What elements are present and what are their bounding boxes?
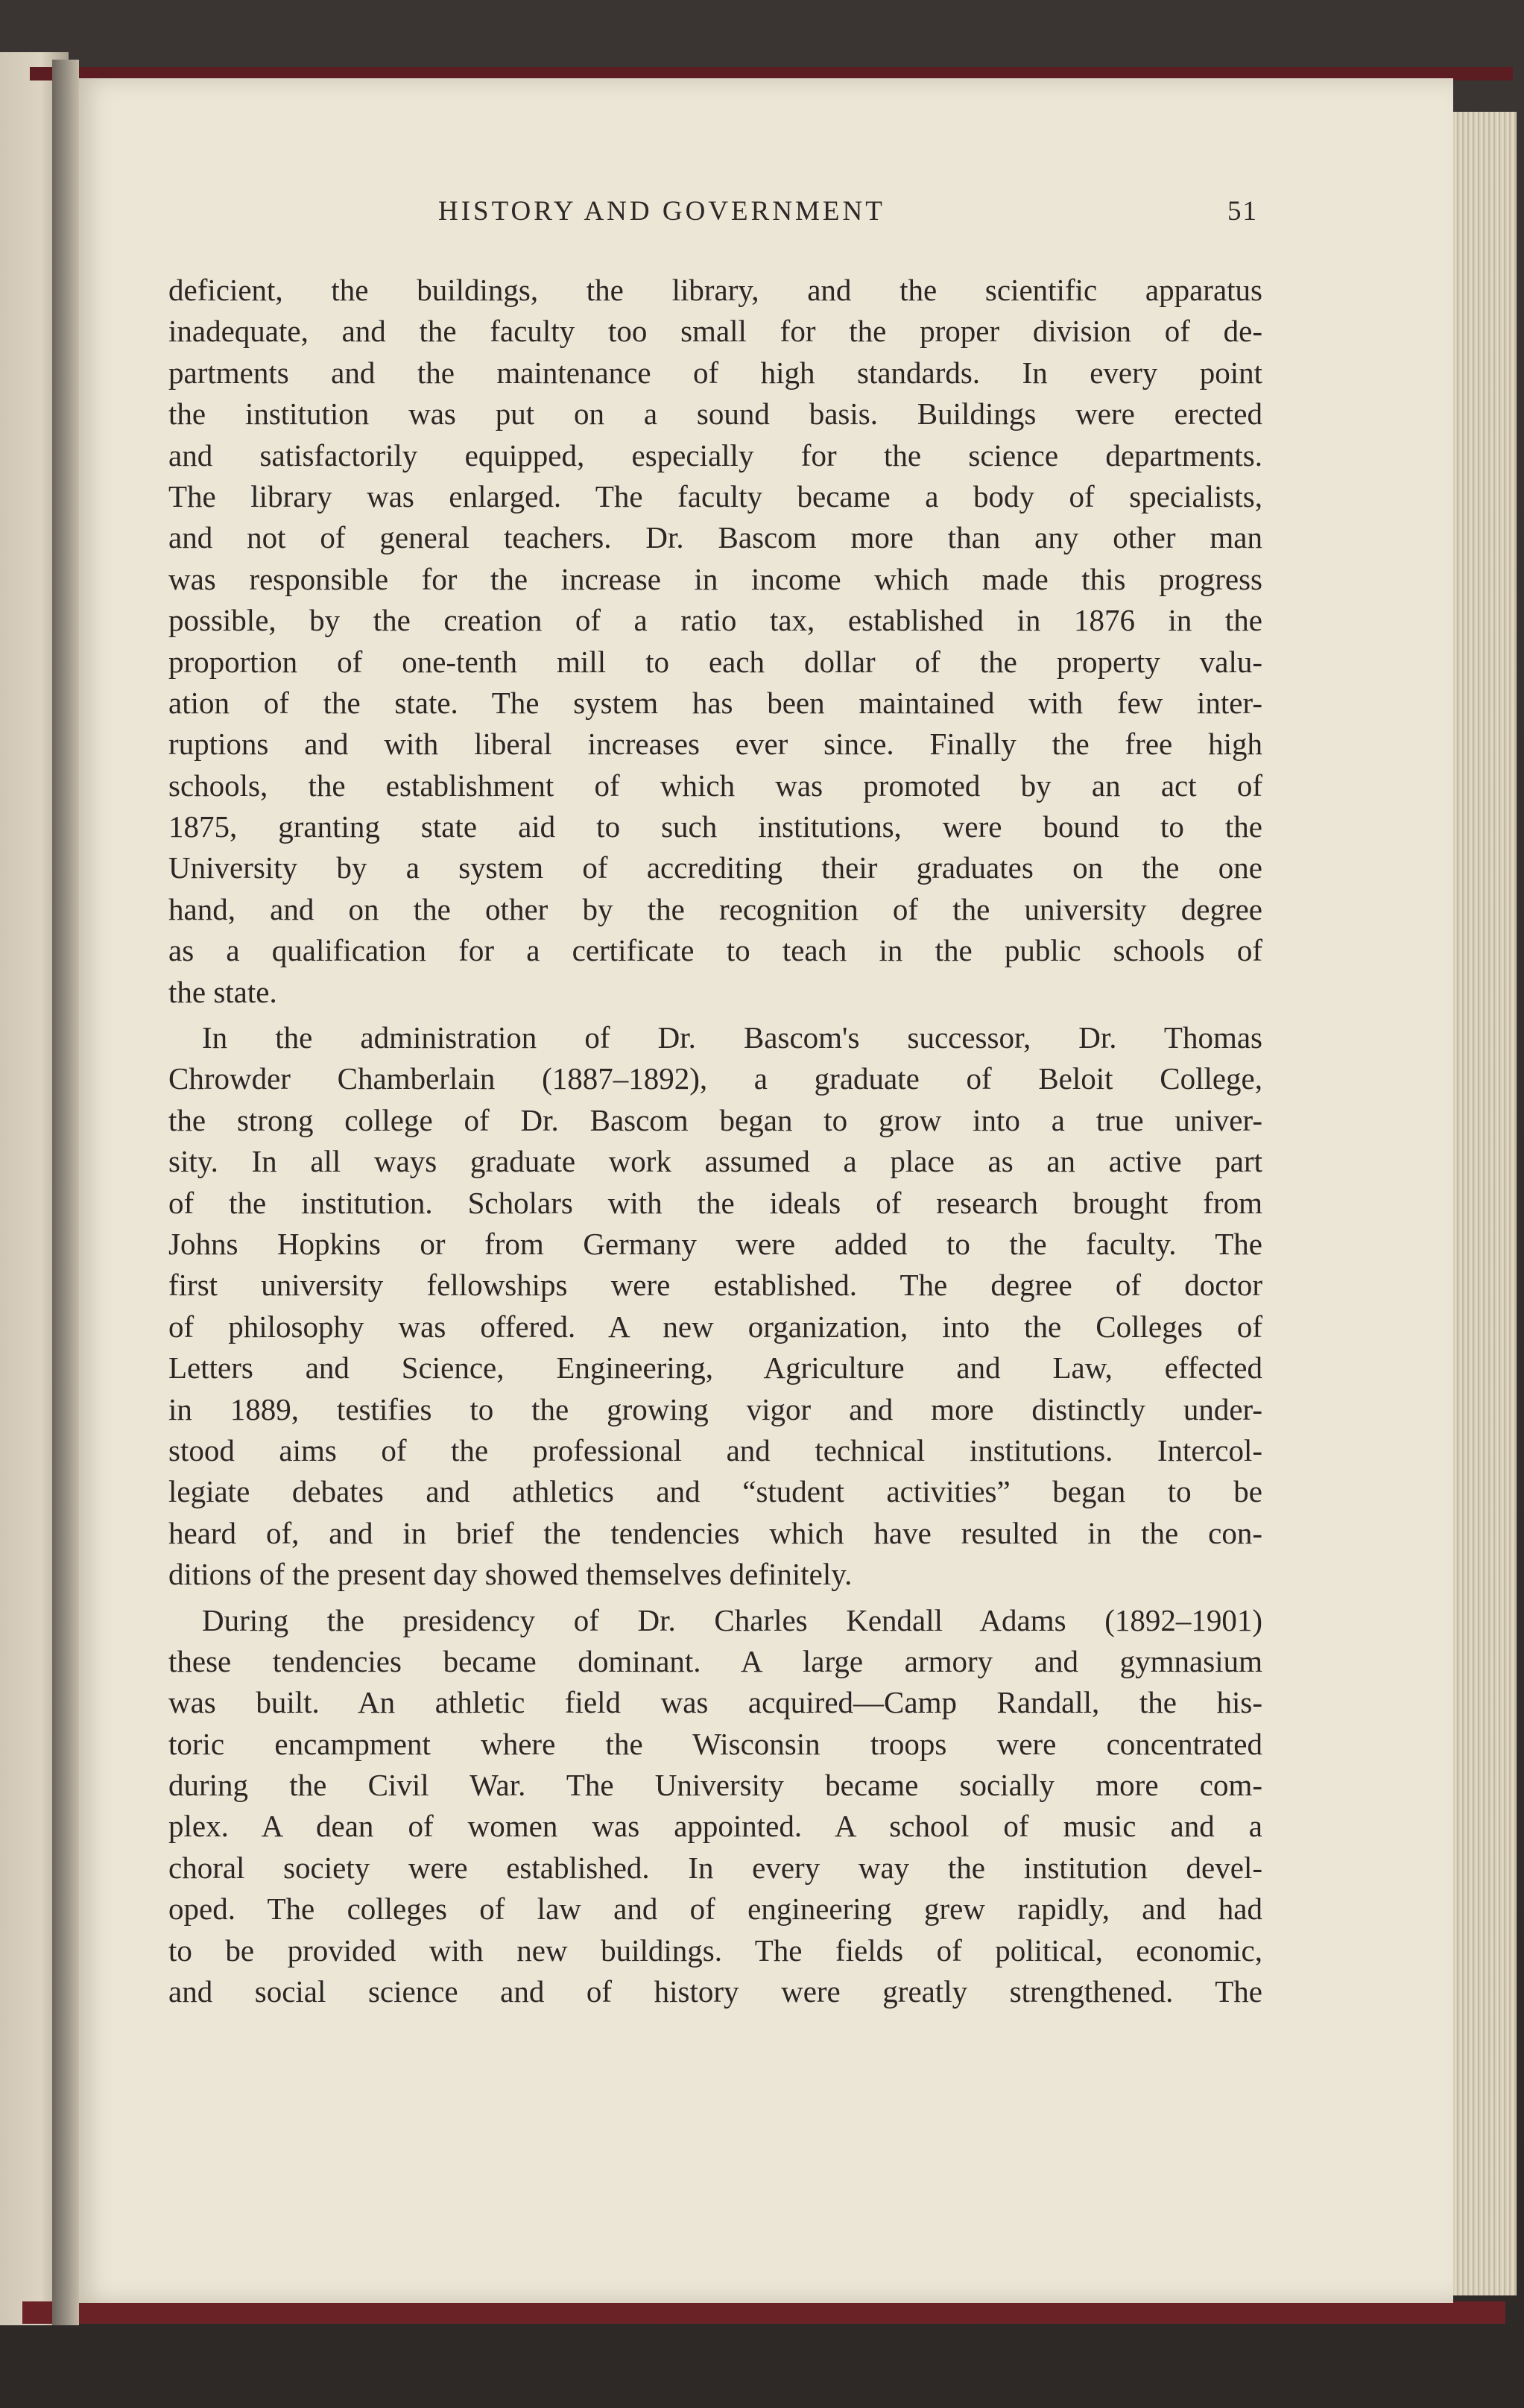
text-line: Chrowder Chamberlain (1887–1892), a graduate of Beloit College, — [168, 1061, 1262, 1096]
book-cover-bottom-edge — [22, 2301, 1505, 2324]
text-line: was responsible for the increase in income which made this progress — [168, 561, 1262, 596]
text-line: In the administration of Dr. Bascom's successor, Dr. Thomas — [202, 1020, 1262, 1055]
text-line: of the institution. Scholars with the ideals of research brought from — [168, 1185, 1262, 1220]
text-line: stood aims of the professional and technical institutions. Intercol- — [168, 1432, 1262, 1467]
text-line: was built. An athletic field was acquired—Camp Randall, the his- — [168, 1685, 1262, 1720]
text-line: first university fellowships were established. The degree of doctor — [168, 1268, 1262, 1303]
paragraph-1 — [168, 270, 1262, 1013]
book-binding-gutter — [52, 60, 79, 2325]
body-text — [168, 270, 1262, 2017]
text-line: The library was enlarged. The faculty became a body of specialists, — [168, 478, 1262, 513]
text-line: possible, by the creation of a ratio tax, established in 1876 in the — [168, 603, 1262, 638]
running-title: HISTORY AND GOVERNMENT — [438, 196, 885, 227]
text-line: in 1889, testifies to the growing vigor and more distinctly under- — [168, 1391, 1262, 1426]
text-line: Johns Hopkins or from Germany were added to the faculty. The — [168, 1226, 1262, 1261]
text-line: oped. The colleges of law and of engineering grew rapidly, and had — [168, 1892, 1262, 1927]
text-line: the strong college of Dr. Bascom began to grow into a true univer- — [168, 1102, 1262, 1137]
page-number: 51 — [1227, 196, 1258, 227]
text-line: these tendencies became dominant. A large armory and gymnasium — [168, 1643, 1262, 1678]
text-line: and social science and of history were greatly strengthened. The — [168, 1974, 1262, 2009]
text-line: schools, the establishment of which was promoted by an act of — [168, 768, 1262, 803]
text-line: and not of general teachers. Dr. Bascom more than any other man — [168, 520, 1262, 555]
text-line: inadequate, and the faculty too small for the proper division of de- — [168, 314, 1262, 349]
text-line: during the Civil War. The University became socially more com- — [168, 1768, 1262, 1803]
text-line: University by a system of accrediting their graduates on the one — [168, 850, 1262, 885]
text-line: ditions of the present day showed themselves definitely. — [168, 1557, 853, 1592]
paragraph-2 — [168, 1017, 1262, 1595]
text-line: choral society were established. In every way the institution devel- — [168, 1850, 1262, 1885]
text-line: the state. — [168, 974, 277, 1009]
text-line: Letters and Science, Engineering, Agriculture and Law, effected — [168, 1350, 1262, 1385]
text-line: partments and the maintenance of high standards. In every point — [168, 355, 1262, 390]
text-line: ation of the state. The system has been maintained with few inter- — [168, 685, 1262, 720]
text-line: 1875, granting state aid to such institutions, were bound to the — [168, 809, 1262, 844]
text-line: deficient, the buildings, the library, and the scientific apparatus — [168, 273, 1262, 307]
text-line: of philosophy was offered. A new organization, into the Colleges of — [168, 1309, 1262, 1344]
text-line: as a qualification for a certificate to teach in the public schools of — [168, 933, 1262, 968]
text-line: toric encampment where the Wisconsin troops were concentrated — [168, 1726, 1262, 1761]
text-line: legiate debates and athletics and “student activities” began to be — [168, 1474, 1262, 1509]
paragraph-3 — [168, 1600, 1262, 2013]
text-line: to be provided with new buildings. The fields of political, economic, — [168, 1933, 1262, 1968]
text-line: ruptions and with liberal increases ever since. Finally the free high — [168, 727, 1262, 762]
text-line: sity. In all ways graduate work assumed a place as an active part — [168, 1144, 1262, 1179]
text-line: plex. A dean of women was appointed. A school of music and a — [168, 1809, 1262, 1844]
text-line: the institution was put on a sound basis. Buildings were erected — [168, 396, 1262, 432]
running-header — [438, 195, 1258, 240]
text-line: and satisfactorily equipped, especially for the science departments. — [168, 437, 1262, 473]
text-line: hand, and on the other by the recognition of the university degree — [168, 891, 1262, 926]
text-line: During the presidency of Dr. Charles Kendall Adams (1892–1901) — [202, 1602, 1262, 1637]
text-line: heard of, and in brief the tendencies which have resulted in the con- — [168, 1515, 1262, 1550]
text-line: proportion of one-tenth mill to each dollar of the property valu- — [168, 644, 1262, 679]
